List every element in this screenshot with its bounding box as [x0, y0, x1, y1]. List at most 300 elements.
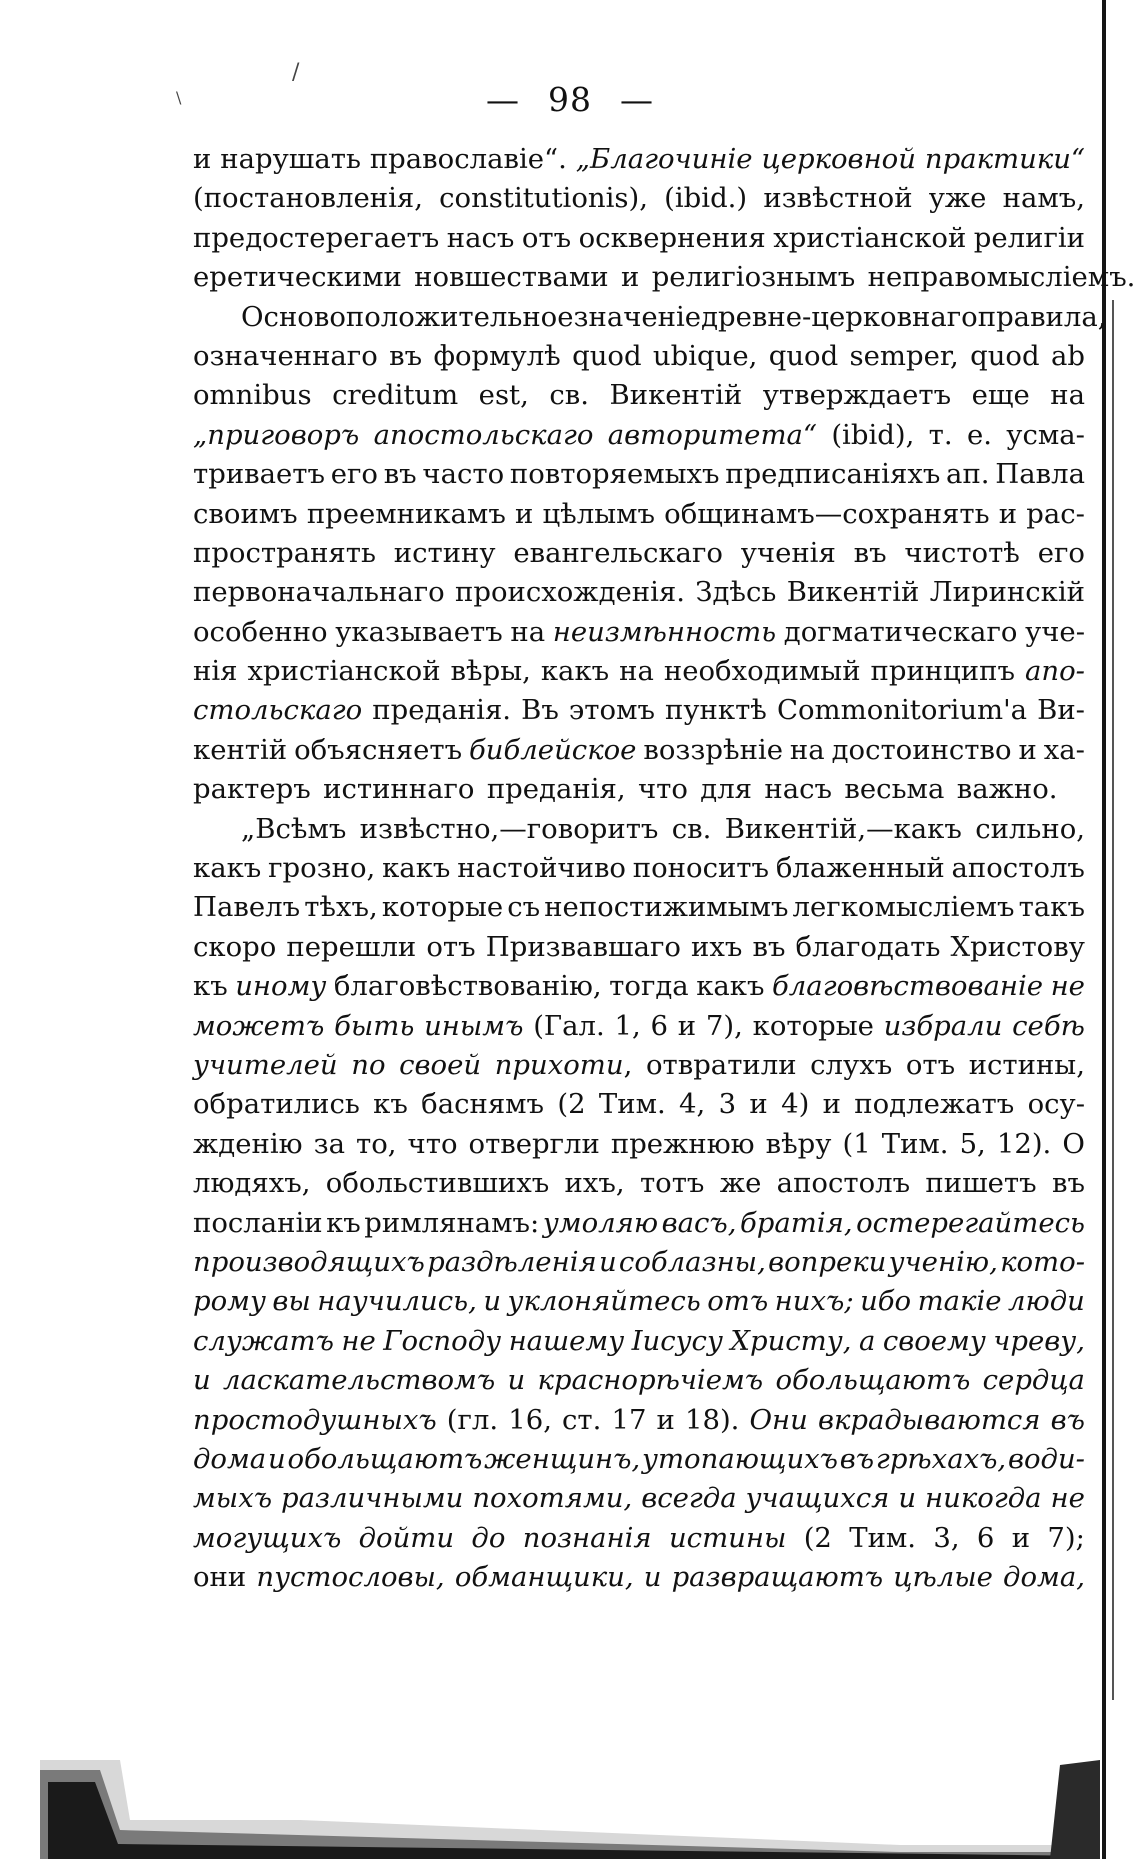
word: „Всѣмъ — [241, 812, 347, 845]
word: нашему — [508, 1324, 625, 1357]
word: „приговоръ — [193, 418, 360, 451]
word: предостерегаетъ — [193, 221, 440, 254]
word: предписаніяхъ — [725, 458, 941, 491]
text-line — [193, 652, 1085, 691]
word: quod — [970, 339, 1040, 372]
text-line — [193, 1007, 1085, 1046]
word: какъ — [540, 655, 610, 688]
word: могущихъ — [193, 1521, 342, 1554]
word: 1, — [614, 1009, 641, 1042]
word: 12). — [996, 1127, 1052, 1160]
word: осу- — [1027, 1088, 1085, 1121]
word: не — [1050, 970, 1085, 1003]
word: въ — [752, 930, 786, 963]
word: утопающихъ — [642, 1442, 839, 1475]
word: намъ, — [1002, 182, 1085, 215]
word: грѣхахъ, — [875, 1442, 1007, 1475]
word: которые — [381, 891, 504, 924]
word: принципъ — [870, 655, 1015, 688]
word: мыхъ — [193, 1482, 273, 1515]
word: подлежатъ — [854, 1088, 1015, 1121]
word: ихъ, — [564, 1167, 625, 1200]
text-line — [193, 140, 1085, 179]
word: скоро — [193, 930, 277, 963]
word: и — [656, 1403, 675, 1436]
word: триваетъ — [193, 458, 326, 491]
word: въ — [853, 536, 887, 569]
word: 6 — [976, 1521, 995, 1554]
word: новшествами — [414, 261, 609, 294]
word: въ — [389, 339, 423, 372]
word: иному — [235, 970, 327, 1003]
word: ап. — [946, 458, 990, 491]
text-line — [193, 849, 1085, 888]
word: Христу, — [730, 1324, 852, 1357]
word: ха- — [1043, 733, 1085, 766]
text-line — [193, 1361, 1085, 1400]
word: апо- — [1024, 655, 1085, 688]
word: какъ — [696, 970, 765, 1003]
text-line — [193, 1558, 1085, 1597]
word: 17 — [611, 1403, 647, 1436]
word: Здѣсь — [695, 576, 777, 609]
word: Павла — [995, 458, 1085, 491]
word: 18). — [684, 1403, 740, 1436]
word: води- — [1007, 1442, 1085, 1475]
word: какъ — [382, 852, 451, 885]
word: братія, — [739, 1206, 853, 1239]
text-line — [193, 1479, 1085, 1518]
word: быть — [334, 1009, 415, 1042]
word: Павелъ — [193, 891, 301, 924]
word: ласкательствомъ — [223, 1364, 496, 1397]
word: тогда — [609, 970, 689, 1003]
word: 7), — [705, 1009, 743, 1042]
word: прежнюю — [610, 1127, 755, 1160]
word: на — [510, 615, 546, 648]
word: въ — [383, 458, 417, 491]
word: 5, — [959, 1127, 986, 1160]
word: на — [789, 733, 825, 766]
text-line — [193, 573, 1085, 612]
word: Христову — [950, 930, 1085, 963]
word: вы — [272, 1285, 311, 1318]
word: вкрадываются — [817, 1403, 1041, 1436]
word: то, — [356, 1127, 397, 1160]
word: особенно — [193, 615, 328, 648]
word: рому — [193, 1285, 266, 1318]
word: съ — [507, 891, 541, 924]
word: православіе“. — [369, 143, 567, 175]
word: служатъ — [193, 1324, 334, 1357]
word: церковной — [761, 143, 916, 175]
word: кото- — [1000, 1245, 1085, 1278]
word: означеннаго — [193, 339, 378, 372]
word: краснорѣчіемъ — [537, 1364, 764, 1397]
word: къ — [373, 1088, 408, 1121]
word: стольскаго — [193, 694, 363, 727]
word: преемникамъ — [306, 497, 506, 530]
text-line — [193, 495, 1085, 534]
word: въ — [839, 1442, 875, 1475]
text-line — [193, 219, 1085, 258]
text-line — [193, 337, 1085, 376]
word: до — [471, 1521, 506, 1554]
word: ст. — [562, 1403, 602, 1436]
text-line — [193, 1046, 1085, 1085]
word: своимъ — [193, 497, 298, 530]
word: извѣстно,—говоритъ — [359, 812, 659, 845]
word: извѣстной — [763, 182, 913, 215]
word: своему — [882, 1324, 986, 1357]
word: что — [637, 773, 688, 806]
word: они — [193, 1561, 247, 1594]
word: сильно, — [975, 812, 1085, 845]
word: истины — [668, 1521, 787, 1554]
word: Они — [749, 1403, 808, 1436]
word: Іисусу — [631, 1324, 723, 1357]
word: и — [483, 1285, 502, 1318]
word: нарушать — [220, 143, 361, 175]
word: (ibid.) — [664, 182, 748, 215]
word: не — [341, 1324, 376, 1357]
word: перешли — [286, 930, 417, 963]
text-line — [193, 888, 1085, 927]
word: утверждаетъ — [762, 379, 952, 412]
word: можетъ — [193, 1009, 325, 1042]
word: est, — [478, 379, 529, 412]
word: грозно, — [268, 852, 376, 885]
text-line — [193, 770, 1085, 809]
word: (1 — [842, 1127, 871, 1160]
text-line — [193, 1204, 1085, 1243]
text-line — [193, 613, 1085, 652]
word: „Благочиніе — [575, 143, 753, 175]
word: формулѣ — [433, 339, 561, 372]
word: и — [1011, 1521, 1031, 1554]
word: 3, — [933, 1521, 960, 1554]
word: Викентій,—какъ — [724, 812, 962, 845]
word: какъ — [193, 852, 262, 885]
text-line — [193, 731, 1085, 770]
word: посланіи — [193, 1206, 323, 1239]
word: учителей — [193, 1048, 338, 1081]
word: Основоположительное — [241, 300, 574, 333]
word: что — [407, 1127, 458, 1160]
word: и — [267, 1442, 286, 1475]
word: цѣлые — [893, 1561, 993, 1594]
word: прихоти, — [494, 1048, 633, 1081]
word: рактеръ — [193, 773, 311, 806]
word: 4) — [781, 1088, 810, 1121]
word: creditum — [332, 379, 459, 412]
word: св. — [549, 379, 590, 412]
word: же — [719, 1167, 762, 1200]
word: женщинъ, — [484, 1442, 641, 1475]
word: пустословы, — [256, 1561, 445, 1594]
word: апостольскаго — [373, 418, 594, 451]
word: указываетъ — [335, 615, 503, 648]
word: цѣлымъ — [542, 497, 655, 530]
word: поноситъ — [632, 852, 770, 885]
word: т. — [928, 418, 953, 451]
word: избрали — [883, 1009, 1003, 1042]
word: насъ — [446, 221, 515, 254]
word: достоинство — [831, 733, 1012, 766]
word: еще — [971, 379, 1030, 412]
word: Тим. — [849, 1521, 917, 1554]
page-number-value: 98 — [548, 80, 592, 119]
word: Призвавшаго — [485, 930, 681, 963]
word: и — [677, 1009, 697, 1042]
word: тѣхъ, — [304, 891, 378, 924]
word: евангельскаго — [513, 536, 723, 569]
text-line — [193, 1322, 1085, 1361]
word: учащихся — [745, 1482, 890, 1515]
word: нія — [193, 655, 238, 688]
word: обольщаютъ — [775, 1364, 971, 1397]
word: ибо — [860, 1285, 912, 1318]
word: 16, — [508, 1403, 552, 1436]
word: апостолъ — [776, 1167, 911, 1200]
word: вопреки — [768, 1245, 887, 1278]
text-line — [193, 416, 1085, 455]
word: своей — [399, 1048, 482, 1081]
word: легкомысліемъ — [792, 891, 1015, 924]
word: не — [1050, 1482, 1085, 1515]
word: его — [330, 458, 378, 491]
word: люди — [1008, 1285, 1085, 1318]
word: Господу — [383, 1324, 502, 1357]
word: Тим. — [598, 1088, 666, 1121]
word: (Гал. — [533, 1009, 605, 1042]
text-line — [193, 810, 1085, 849]
word: благовѣствованіе — [772, 970, 1044, 1003]
text-line — [193, 534, 1085, 573]
word: необходимый — [663, 655, 861, 688]
word: себѣ — [1012, 1009, 1085, 1042]
word: истину — [393, 536, 496, 569]
word: васъ, — [661, 1206, 737, 1239]
word: Commonitorium'а — [776, 694, 1028, 727]
word: уклоняйтесь — [507, 1285, 701, 1318]
word: весьма — [844, 773, 945, 806]
word: и — [620, 261, 640, 294]
word: обманщики, — [454, 1561, 634, 1594]
text-line — [193, 1519, 1085, 1558]
word: Викентій — [609, 379, 743, 412]
word: (постановленія, — [193, 182, 423, 215]
text-line — [193, 1085, 1085, 1124]
word: дойти — [358, 1521, 455, 1554]
word: первоначальнаго — [193, 576, 445, 609]
word: людяхъ, — [193, 1167, 311, 1200]
text-line — [193, 1401, 1085, 1440]
word: насъ — [764, 773, 833, 806]
word: (ibid), — [831, 418, 915, 451]
text-line — [193, 376, 1085, 415]
word: объясняетъ — [294, 733, 463, 766]
word: познанія — [522, 1521, 652, 1554]
word: пространять — [193, 536, 376, 569]
scan-bottom-shadow — [0, 1760, 1140, 1859]
word: ученія — [740, 536, 836, 569]
scan-speck: / — [292, 60, 300, 85]
word: отъ — [426, 930, 476, 963]
word: повторяемыхъ — [509, 458, 720, 491]
word: для — [700, 773, 753, 806]
word: и — [643, 1561, 662, 1594]
word: въ — [1050, 1403, 1085, 1436]
word: древне-церковнаго — [701, 300, 978, 333]
word: остерегайтесь — [856, 1206, 1085, 1239]
word: quod — [572, 339, 642, 372]
word: дома, — [1003, 1561, 1085, 1594]
word: умоляю — [542, 1206, 659, 1239]
word: отъ — [707, 1285, 769, 1318]
word: общинамъ—сохранять — [664, 497, 990, 530]
word: ab — [1050, 339, 1085, 372]
text-line — [193, 1164, 1085, 1203]
text-line — [193, 258, 1136, 297]
word: непостижимымъ — [544, 891, 789, 924]
word: рас- — [1026, 497, 1085, 530]
word: Въ — [521, 694, 559, 727]
word: на — [619, 655, 654, 688]
text-line — [193, 1440, 1085, 1479]
word: (гл. — [446, 1403, 499, 1436]
word: (2 — [803, 1521, 832, 1554]
word: похотями, — [472, 1482, 633, 1515]
word: баснямъ — [421, 1088, 545, 1121]
word: Ви- — [1037, 694, 1085, 727]
word: 6 — [650, 1009, 669, 1042]
word: религіознымъ — [651, 261, 856, 294]
word: тотъ — [639, 1167, 705, 1200]
word: О — [1062, 1127, 1085, 1160]
word: простодушныхъ — [193, 1403, 437, 1436]
word: (2 — [557, 1088, 586, 1121]
word: чреву, — [993, 1324, 1085, 1357]
word: и — [898, 1482, 917, 1515]
word: авторитета“ — [607, 418, 817, 451]
word: отъ — [521, 221, 572, 254]
word: отъ — [905, 1048, 956, 1081]
word: значеніе — [573, 300, 702, 333]
word: воззрѣніе — [643, 733, 783, 766]
word: пишетъ — [925, 1167, 1037, 1200]
word: ubique, — [652, 339, 758, 372]
word: а — [858, 1324, 876, 1357]
word: и — [514, 497, 534, 530]
word: римлянамъ: — [364, 1206, 540, 1239]
word: Лиринскій — [929, 576, 1085, 609]
word: преданія. — [372, 694, 512, 727]
word: благовѣствованію, — [333, 970, 602, 1003]
word: 4, — [679, 1088, 706, 1121]
word: semper, — [849, 339, 959, 372]
text-line — [193, 1282, 1085, 1321]
word: христіанской — [773, 221, 967, 254]
word: е. — [966, 418, 992, 451]
word: и — [507, 1364, 526, 1397]
word: и — [998, 497, 1018, 530]
scan-speck: \ — [176, 88, 182, 107]
word: пунктѣ — [665, 694, 767, 727]
word: практики“ — [924, 143, 1085, 175]
word: ихъ — [691, 930, 743, 963]
scan-edge-shadow — [1112, 300, 1114, 1700]
word: обольстившихъ — [325, 1167, 550, 1200]
word: которые — [752, 1009, 874, 1042]
word: такъ — [1018, 891, 1085, 924]
word: христіанской — [247, 655, 441, 688]
word: 7); — [1047, 1521, 1085, 1554]
word: жденію — [193, 1127, 303, 1160]
word: quod — [768, 339, 839, 372]
word: истиннаго — [323, 773, 475, 806]
word: уже — [928, 182, 987, 215]
word: сердца — [982, 1364, 1085, 1397]
word: и — [193, 143, 212, 175]
word: отвратили — [645, 1048, 797, 1081]
word: и — [822, 1088, 841, 1121]
word: инымъ — [424, 1009, 524, 1042]
text-line — [193, 967, 1085, 1006]
word: этомъ — [568, 694, 655, 727]
text-line — [193, 179, 1085, 218]
word: въ — [1051, 1167, 1085, 1200]
word: благодать — [795, 930, 941, 963]
word: неправомысліемъ. — [867, 261, 1136, 294]
word: и — [193, 1364, 211, 1397]
word: на — [1050, 379, 1085, 412]
text-line — [193, 1243, 1085, 1282]
text-line — [193, 298, 1107, 337]
page-number: — 98 — — [486, 80, 654, 119]
word: нихъ; — [774, 1285, 854, 1318]
word: его — [1037, 536, 1085, 569]
word: производящихъ — [193, 1245, 425, 1278]
word: библейское — [469, 733, 637, 766]
word: происхожденія. — [455, 576, 686, 609]
word: еретическими — [193, 261, 402, 294]
word: неизмѣнность — [552, 615, 777, 648]
word: вѣру — [765, 1127, 832, 1160]
word: кентій — [193, 733, 288, 766]
text-line — [193, 691, 1085, 730]
word: догматическаго — [783, 615, 1018, 648]
word: и — [749, 1088, 768, 1121]
word: раздѣленія — [427, 1245, 597, 1278]
word: религіи — [973, 221, 1085, 254]
word: уче- — [1025, 615, 1085, 648]
word: научились, — [317, 1285, 477, 1318]
text-line — [193, 455, 1085, 494]
word: къ — [326, 1206, 361, 1239]
word: Тим. — [881, 1127, 949, 1160]
word: осквернения — [578, 221, 766, 254]
word: настойчиво — [457, 852, 626, 885]
word: часто — [422, 458, 505, 491]
word: соблазны, — [618, 1245, 766, 1278]
word: omnibus — [193, 379, 312, 412]
word: развращаютъ — [671, 1561, 884, 1594]
word: дома — [193, 1442, 267, 1475]
word: обольщаютъ — [287, 1442, 483, 1475]
word: правила, — [977, 300, 1107, 333]
word: чистотѣ — [904, 536, 1020, 569]
